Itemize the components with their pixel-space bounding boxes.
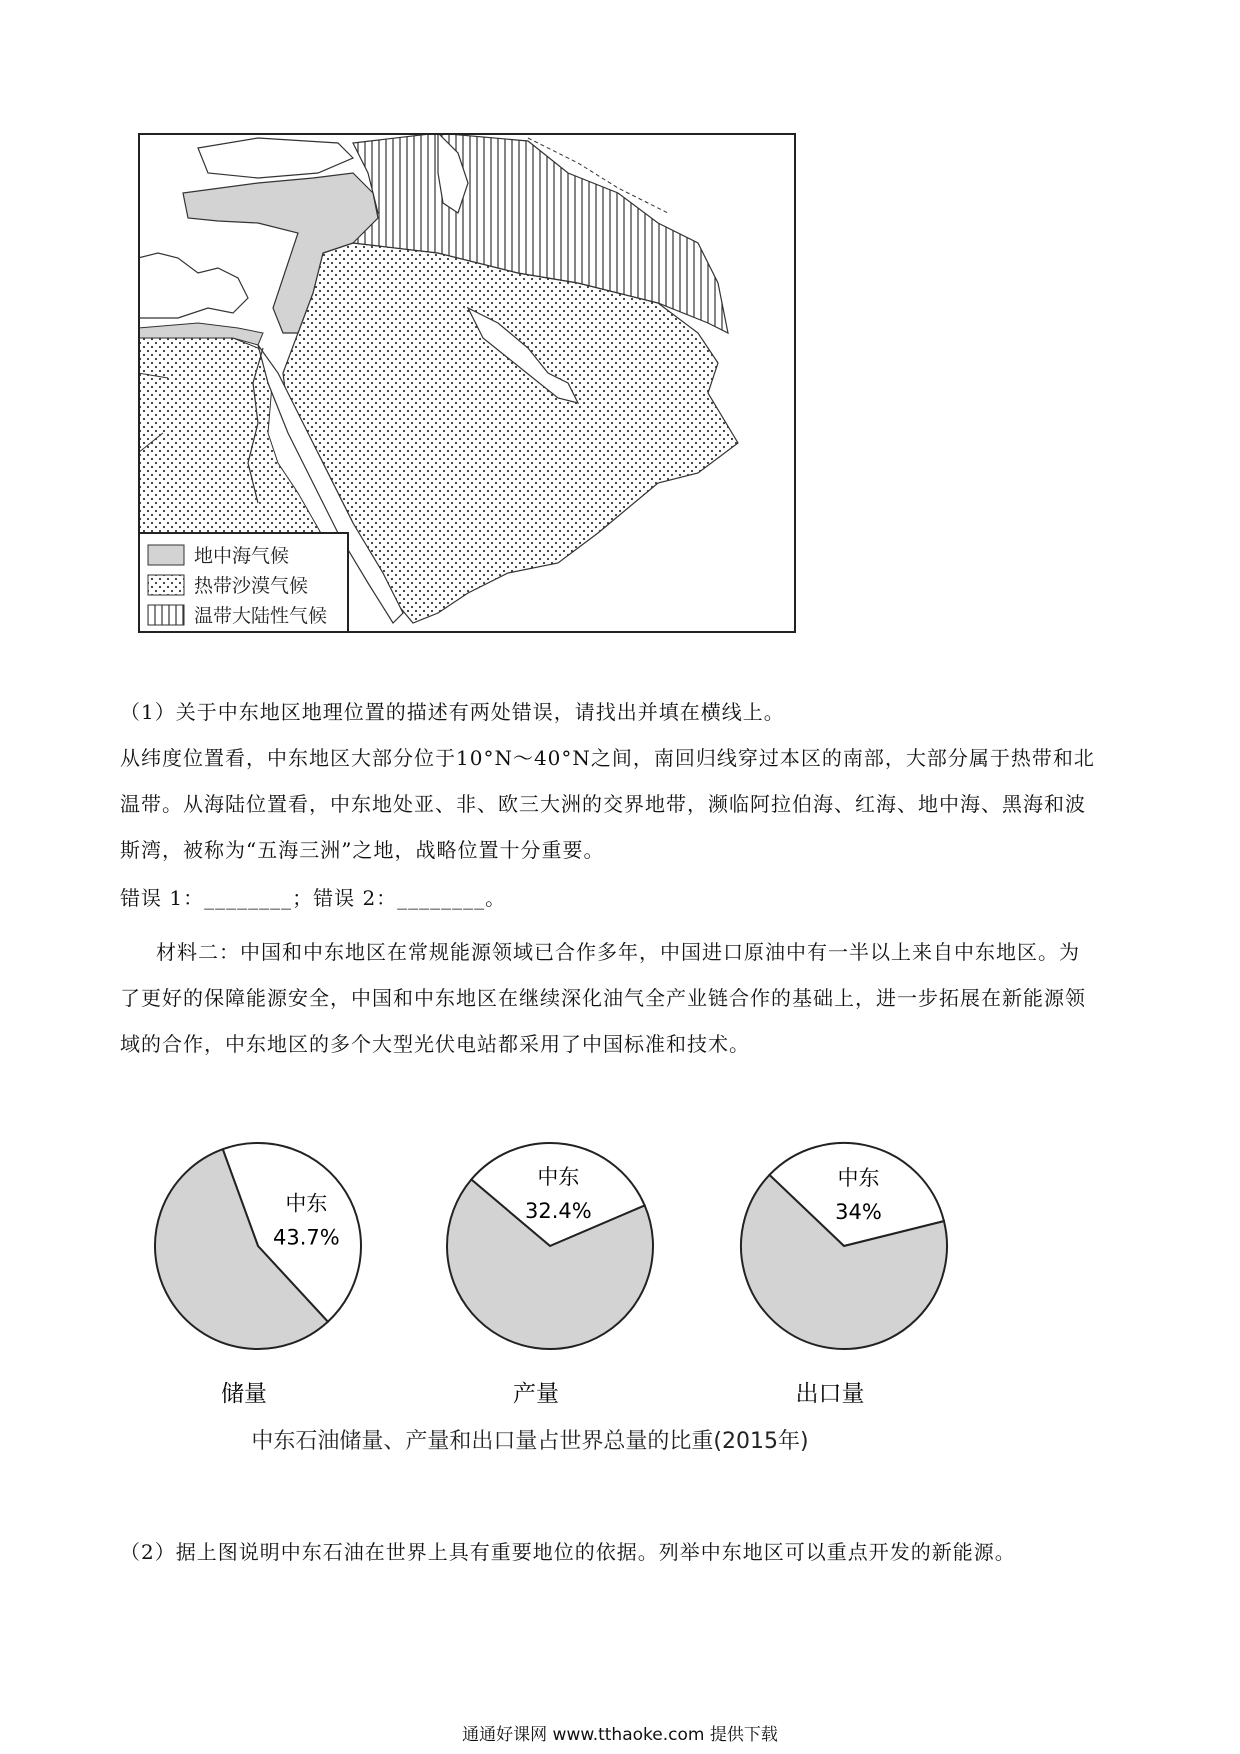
- q1-text-line1: 从纬度位置看，中东地区大部分位于10°N～40°N之间，南回归线穿过本区的南部，大部分属于热带和北: [120, 746, 1095, 770]
- material2-line3: 域的合作，中东地区的多个大型光伏电站都采用了中国标准和技术。: [120, 1032, 750, 1056]
- pie-slice-value-label: 34%: [835, 1200, 882, 1225]
- q1-text-line3: 斯湾，被称为“五海三洲”之地，战略位置十分重要。: [120, 838, 605, 862]
- pie-2: [447, 1143, 653, 1407]
- map-legend: [138, 533, 348, 633]
- pie-3: [741, 1143, 947, 1407]
- pie-slice-value-label: 32.4%: [525, 1198, 592, 1223]
- pie-category-label: 储量: [221, 1381, 267, 1407]
- pie-slice-value-label: 43.7%: [273, 1225, 340, 1250]
- q1-answer-line[interactable]: 错误 1：________；错误 2：________。: [120, 886, 507, 910]
- legend-label-mediterranean: 地中海气候: [194, 545, 290, 567]
- pie-1: [155, 1143, 361, 1407]
- q2-prompt: （2）据上图说明中东石油在世界上具有重要地位的依据。列举中东地区可以重点开发的新能源。: [120, 1540, 1016, 1564]
- chart-caption: 中东石油储量、产量和出口量占世界总量的比重(2015年): [251, 1429, 809, 1454]
- material2-line2: 了更好的保障能源安全，中国和中东地区在继续深化油气全产业链合作的基础上，进一步拓展在新能源领: [120, 986, 1086, 1010]
- pie-slice-label: 中东: [537, 1164, 580, 1189]
- page-footer: 通通好课网 www.tthaoke.com 提供下载: [462, 1725, 778, 1745]
- climate-map: [138, 133, 796, 633]
- legend-swatch-mediterranean: [148, 545, 184, 565]
- oil-share-pie-charts: [130, 1120, 980, 1410]
- legend-label-continental: 温带大陆性气候: [194, 605, 328, 627]
- legend-swatch-continental: [148, 605, 184, 625]
- pie-slice-label: 中东: [837, 1166, 880, 1191]
- q1-prompt: （1）关于中东地区地理位置的描述有两处错误，请找出并填在横线上。: [120, 700, 785, 724]
- legend-swatch-desert: [148, 575, 184, 595]
- legend-label-desert: 热带沙漠气候: [194, 575, 309, 597]
- q1-text-line2: 温带。从海陆位置看，中东地处亚、非、欧三大洲的交界地带，濒临阿拉伯海、红海、地中海、黑海和波: [120, 792, 1086, 816]
- pie-category-label: 产量: [513, 1381, 559, 1407]
- pie-category-label: 出口量: [795, 1381, 865, 1407]
- pie-slice-label: 中东: [285, 1191, 328, 1216]
- material2-line1: 材料二：中国和中东地区在常规能源领域已合作多年，中国进口原油中有一半以上来自中东地区。为: [156, 940, 1080, 964]
